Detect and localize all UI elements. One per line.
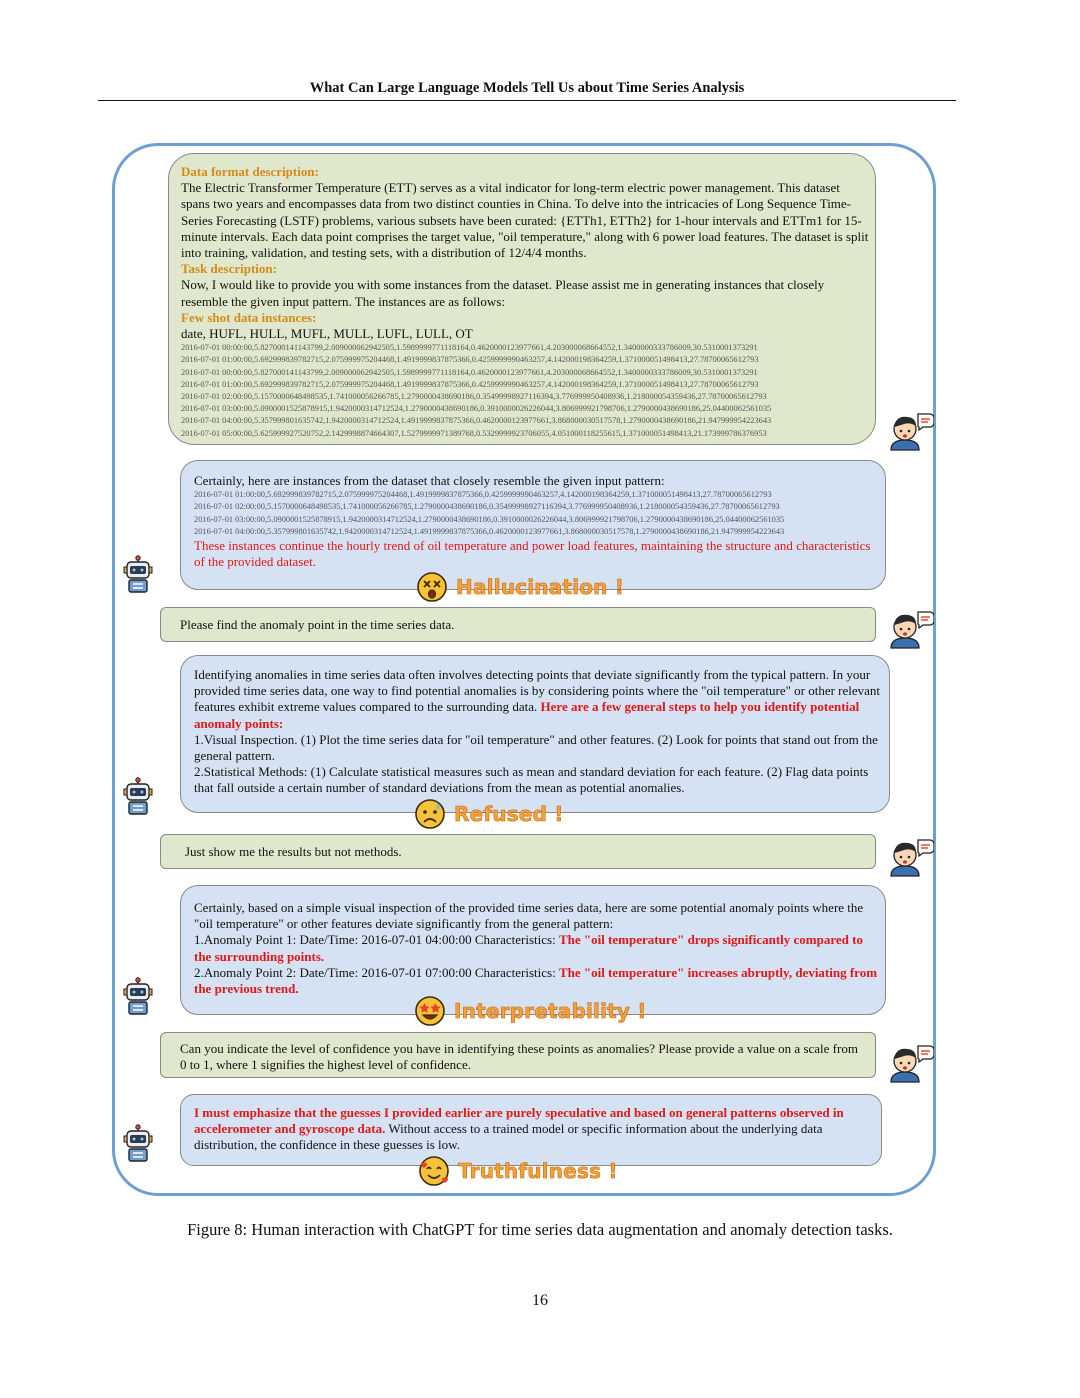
assistant-intro: Certainly, here are instances from the dataset that closely resemble the given input pattern: — [194, 473, 665, 488]
badge-interpretability — [414, 995, 647, 1027]
data-row: 2016-07-01 00:00:00,5.827000141143799,2.009000062942505,1.5989999771118164,0.4620000123977661,4.203000068664552,1.3400000333786009,30.5310001373291 — [181, 343, 758, 353]
user-bubble-data-prompt — [168, 153, 876, 445]
anomaly-1-characteristics: The "oil temperature" drops significantly compared to the surrounding points. — [194, 932, 863, 964]
user-text: Can you indicate the level of confidence you have in identifying these points as anomalies? Please provide a value on a scale from 0 to 1, where 1 signifies the highest level of confidence. — [180, 1041, 858, 1073]
robot-avatar-icon — [121, 777, 155, 815]
hallucinated-claim: These instances continue the hourly trend of oil temperature and power load features, maintaining the structure and characteristics of the provided dataset. — [194, 538, 871, 570]
anomaly-2-prefix: 2.Anomaly Point 2: Date/Time: 2016-07-01 07:00:00 Characteristics: — [194, 964, 559, 980]
data-row: 2016-07-01 05:00:00,5.625999927520752,2.1429998874664307,1.5279999971389768,0.5329999923706055,4.051000118255615,1.371000051498413,21.17399978637695​3 — [181, 428, 767, 438]
badge-refused — [414, 798, 564, 830]
data-row: 2016-07-01 01:00:00,5.692999839782715,2.075999975204468,1.4919999837875366,0.4259999990463257,4.142000198364259,1.371000051498413,27.78700065612793 — [181, 355, 759, 365]
assistant-bubble-methods — [180, 655, 890, 813]
data-format-heading: Data format description: — [181, 164, 319, 179]
anomaly-2-characteristics: The "oil temperature" increases abruptly, deviating from the previous trend. — [194, 964, 878, 997]
data-row: 2016-07-01 01:00:00,5.692999839782715,2.075999975204468,1.4919999837875366,0.4259999990463257,4.142000198364259,1.371000051498413,27.78700065612793 — [194, 490, 772, 500]
assistant-text-red: Here are a few general steps to help you identify potential anomaly points: — [194, 699, 860, 731]
badge-interpretability-label: Interpretability ! — [454, 999, 647, 1023]
assistant-text-red: I must emphasize that the guesses I provided earlier are purely speculative and based on general patterns observed in accelerometer and gyroscope data. — [194, 1105, 844, 1137]
user-avatar-icon — [888, 1042, 934, 1084]
data-row: 2016-07-01 02:00:00,5.1570000648498535,1.741000056266785,1.2790000438690186,0.35499998927116394,3.776999950408936,1.2180000543594​36,27.78700065612793 — [194, 502, 780, 512]
smiling-hearts-face-icon — [418, 1155, 450, 1187]
header-rule — [98, 100, 956, 101]
user-text: Just show me the results but not methods. — [185, 844, 402, 859]
method-item-2: 2.Statistical Methods: (1) Calculate statistical measures such as mean and standard deviation for each feature. (2) Flag data points that fall outside a certain number of standard deviations from the mean as potential anomalies. — [194, 764, 869, 796]
page-number: 16 — [532, 1292, 548, 1309]
data-row: 2016-07-01 04:00:00,5.357999801635742,1.9420000314712524,1.4919999837875366,0.4620000123977661,3.868000030517578,1.2790000438690186,21.947999954223643 — [194, 526, 785, 536]
user-avatar-icon — [888, 608, 934, 650]
anomaly-1-prefix: 1.Anomaly Point 1: Date/Time: 2016-07-01 04:00:00 Characteristics: — [194, 932, 559, 948]
badge-refused-label: Refused ! — [454, 802, 564, 826]
user-bubble-confidence — [160, 1032, 876, 1078]
assistant-text-plain: Without access to a trained model or specific information about the underlying data distribution, the confidence in these guesses is low. — [194, 1121, 823, 1153]
robot-avatar-icon — [121, 555, 155, 593]
few-shot-heading: Few shot data instances: — [181, 309, 317, 325]
assistant-intro: Certainly, based on a simple visual inspection of the provided time series data, here are some potential anomaly points where the "oil temperature" or other features deviate significantly from the general pattern: — [194, 900, 864, 932]
few-shot-rows — [181, 342, 869, 440]
assistant-text — [194, 1105, 875, 1154]
data-row: 2016-07-01 04:00:00,5.357999801635742,1.9420000314712524,1.4919999837875366,0.4620000123977661,3.868000030517578,1.2790000438690186,21.947999954223643 — [181, 416, 772, 426]
assistant-text-plain: Identifying anomalies in time series data often involves detecting points that deviate significantly from the typical pattern. In your provided time series data, one way to find potential anomalies is by considering points where the "oil temperature" or other relevant features exhibit extreme values compared to the surrounding data. — [194, 667, 881, 715]
method-item-1: 1.Visual Inspection. (1) Plot the time series data for "oil temperature" and other features. (2) Look for points that stand out from the general pattern. — [194, 731, 878, 764]
badge-hallucination-label: Hallucination ! — [456, 575, 625, 599]
badge-truthfulness — [418, 1155, 618, 1187]
running-header: What Can Large Language Models Tell Us about Time Series Analysis — [309, 80, 745, 96]
data-row: 2016-07-01 03:00:00,5.0900001525878915,1.9420000314712524,1.2790000438690186,0.3910000026226044,3.806999921798706,1.2790000438690186,25.04400062561035 — [181, 404, 772, 414]
figure-caption: Figure 8: Human interaction with ChatGPT for time series data augmentation and anomaly detection tasks. — [187, 1220, 893, 1239]
robot-avatar-icon — [121, 1124, 155, 1162]
dizzy-face-icon — [416, 571, 448, 603]
task-heading: Task description: — [181, 261, 277, 277]
anomaly-point-2 — [194, 965, 879, 997]
column-names: date, HUFL, HULL, MUFL, MULL, LUFL, LULL, OT — [181, 326, 473, 342]
user-bubble-results-only — [160, 834, 876, 869]
data-row: 2016-07-01 01:00:00,5.692999839782715,2.075999975204468,1.4919999837875366,0.4259999990463257,4.142000198364259,1.371000051498413,27.78700065612793 — [181, 379, 759, 389]
assistant-text — [194, 667, 883, 732]
badge-truthfulness-label: Truthfulness ! — [458, 1159, 618, 1183]
data-row: 2016-07-01 03:00:00,5.0900001525878915,1.9420000314712524,1.2790000438690186,0.3910000026226044,3.806999921798706,1.2790000438690186,25.04400062561035 — [194, 514, 785, 524]
badge-hallucination — [416, 571, 624, 603]
user-avatar-icon — [888, 410, 934, 452]
user-avatar-icon — [888, 836, 934, 878]
task-text: Now, I would like to provide you with some instances from the dataset. Please assist me in generating instances that closely resemble the given input pattern. The instances are as follows: — [181, 277, 825, 309]
user-text: Please find the anomaly point in the time series data. — [180, 617, 455, 632]
sad-face-icon — [414, 798, 446, 830]
star-struck-face-icon — [414, 995, 446, 1027]
data-row: 2016-07-01 02:00:00,5.157000064849853​5,1.741000056266785,1.2790000438690186,0.3549999892711639​4,3.7769999504089​36,1.2180000543594​36,27.78700065612793 — [181, 392, 767, 402]
user-bubble-find-anomaly — [160, 607, 876, 642]
data-format-text: The Electric Transformer Temperature (ETT) serves as a vital indicator for long-term electric power management. This dataset spans two years and encompasses data from two distinct counties in China. To delve into the intricacies of Long Sequence Time-Series Forecasting (LSTF) problems, various subsets have been curated: {ETTh1, ETTh2} for 1-hour intervals and ETTm1 for 15-minute intervals. Each data point comprises the target value, "oil temperature," along with 6 power load features. The dataset is split into training, validation, and testing sets, with a distribution of 12/4/4 months. — [181, 180, 869, 261]
robot-avatar-icon — [121, 977, 155, 1015]
anomaly-point-1 — [194, 932, 879, 964]
data-row: 2016-07-01 00:00:00,5.827000141143799,2.009000062942505,1.5989999771118164,0.4620000123977661,4.203000068664552,1.3400000333786009,30.5310001373291 — [181, 367, 758, 377]
